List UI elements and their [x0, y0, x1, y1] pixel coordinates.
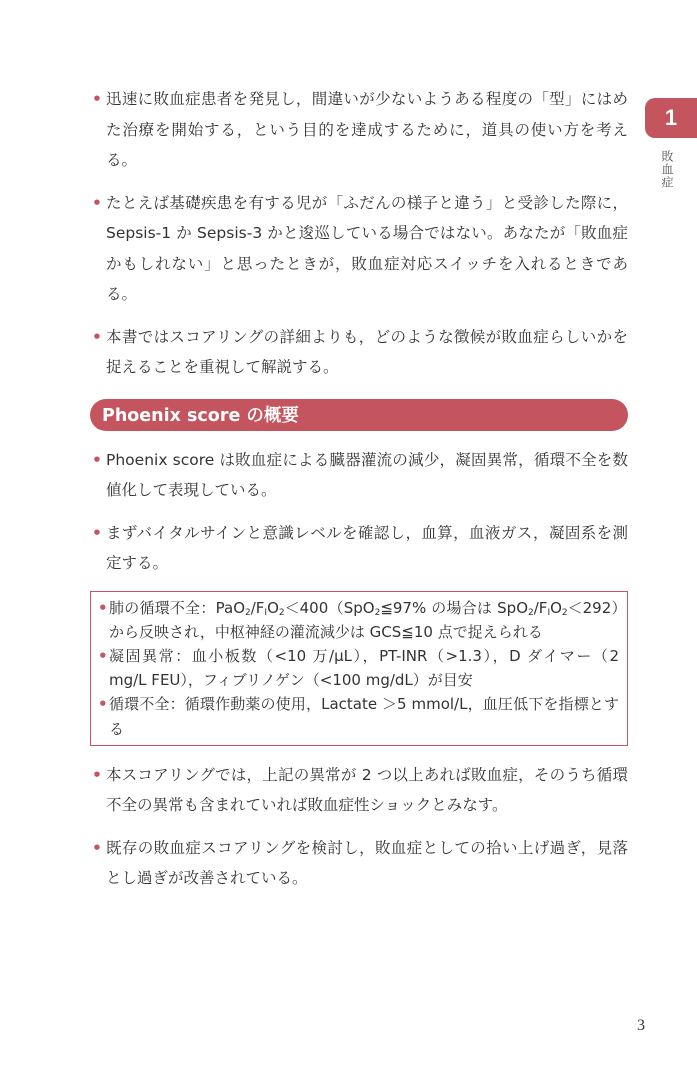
bullet-text: Phoenix score は敗血症による臓器灌流の減少，凝固異常，循環不全を数値化して表現している。	[106, 450, 628, 499]
bullet-icon: •	[92, 327, 102, 346]
criteria-item-circulation	[95, 692, 619, 740]
section-title: Phoenix score の概要	[102, 406, 299, 426]
list-item	[90, 322, 628, 383]
bullet-icon: •	[92, 838, 102, 857]
bullet-text: まずバイタルサインと意識レベルを確認し，血算，血液ガス，凝固系を測定する。	[106, 523, 628, 572]
chapter-title: 敗血症	[660, 150, 674, 189]
bullet-icon: •	[92, 90, 102, 108]
bullet-icon: •	[92, 765, 102, 784]
criteria-list	[95, 596, 619, 741]
list-item	[90, 84, 628, 176]
criteria-item-coagulation	[95, 644, 619, 692]
bullet-text: 本スコアリングでは，上記の異常が 2 つ以上あれば敗血症，そのうち循環不全の異常も含まれていれば敗血症性ショックとみなす。	[106, 765, 628, 815]
bullet-text: 本書ではスコアリングの詳細よりも，どのような徴候が敗血症らしいかを捉えることを重視して解説する。	[106, 327, 628, 376]
list-item	[90, 833, 628, 894]
chapter-number: 1	[664, 105, 678, 130]
section-heading	[90, 399, 628, 431]
criteria-box	[90, 591, 628, 746]
bullet-icon: •	[92, 523, 102, 542]
bullet-list-bottom	[90, 760, 628, 894]
bullet-list-mid	[90, 445, 628, 579]
bullet-icon: •	[98, 598, 108, 617]
main-content	[90, 84, 628, 906]
bullet-list-top	[90, 84, 628, 383]
list-item	[90, 518, 628, 579]
bullet-icon: •	[98, 695, 108, 714]
bullet-icon: •	[92, 450, 102, 469]
bullet-text: 循環不全：循環作動薬の使用，Lactate ＞5 mmol/L，血圧低下を指標とする	[109, 695, 619, 738]
bullet-text: 迅速に敗血症患者を発見し，間違いが少ないようある程度の「型」にはめた治療を開始する，という目的を達成するために，道具の使い方を考える。	[106, 90, 628, 169]
bullet-text: たとえば基礎疾患を有する児が「ふだんの様子と違う」と受診した際に，Sepsis-1 か Sepsis-3 かと逡巡している場合ではない。あなたが「敗血症かもしれない」と思ったときが，敗血症対応スイッチを入れるときである。	[106, 193, 628, 303]
bullet-text: 凝固異常：血小板数（<10 万/μL），PT-INR（>1.3），D ダイマー（2 mg/L FEU），フィブリノゲン（<100 mg/dL）が目安	[109, 646, 619, 690]
bullet-icon: •	[98, 646, 108, 665]
list-item	[90, 188, 628, 310]
criteria-item-respiratory: • 肺の循環不全：$PaO_2/F_IO_2<400(SpO_2≦97\%$ の場合は $SpO_2/F_IO_2<292$）から反映され，中枢神経の灌流減少は GCS≦10 点で捉えられる	[95, 596, 619, 644]
page-number: 3	[637, 1017, 645, 1034]
bullet-icon: •	[92, 193, 102, 212]
list-item	[90, 760, 628, 821]
chapter-tab	[645, 98, 697, 138]
bullet-text: 既存の敗血症スコアリングを検討し，敗血症としての拾い上げ過ぎ，見落とし過ぎが改善されている。	[106, 838, 628, 888]
list-item	[90, 445, 628, 506]
